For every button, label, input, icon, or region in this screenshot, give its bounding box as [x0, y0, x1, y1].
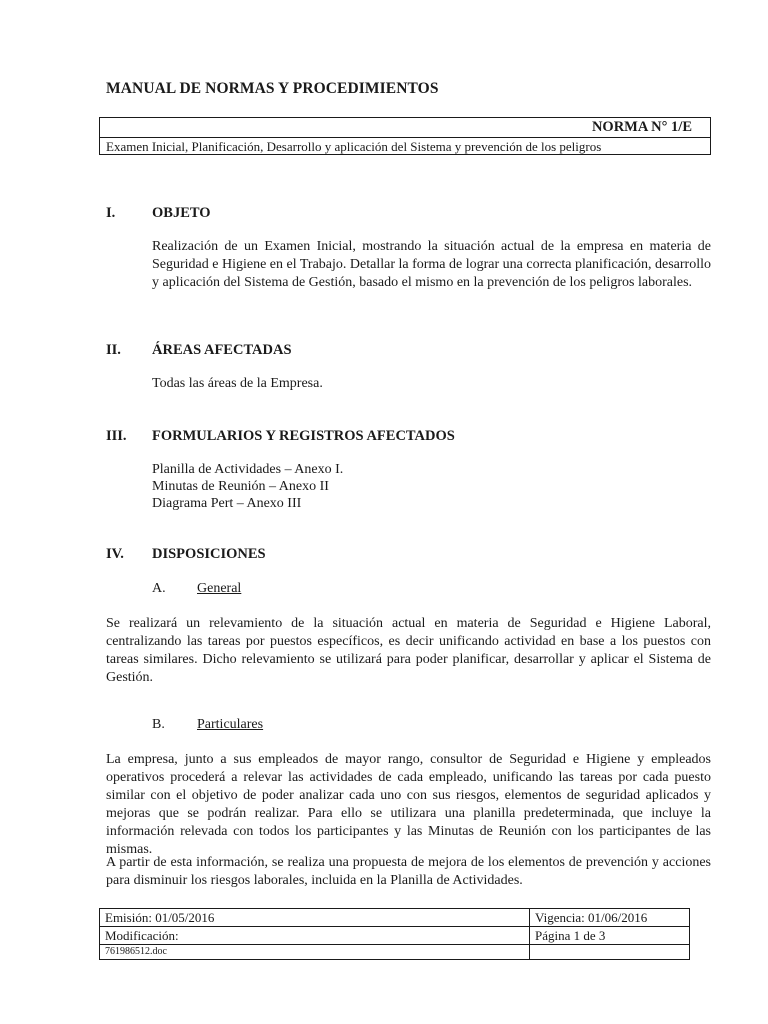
section-title-disposiciones: DISPOSICIONES — [152, 546, 266, 562]
subsection-body-general: Se realizará un relevamiento de la situación actual en materia de Seguridad e Higiene Laboral, centralizando las tareas por puestos específicos, es decir unificando actividad en base a los puestos con tareas similares. Dicho relevamiento se utilizará para poder planificar, desarrollar y aplicar el Sistema de Gestión. — [106, 616, 711, 685]
footer-table — [99, 908, 690, 960]
footer-empty-cell — [530, 945, 690, 960]
section-title-areas: ÁREAS AFECTADAS — [152, 342, 292, 358]
subsection-letter-general: A. — [152, 581, 166, 596]
list-item: Planilla de Actividades – Anexo I. — [152, 462, 344, 477]
section-number-formularios: III. — [106, 428, 127, 444]
norma-header-box — [99, 117, 711, 155]
document-title: MANUAL DE NORMAS Y PROCEDIMIENTOS — [106, 80, 439, 97]
norma-subject: Examen Inicial, Planificación, Desarrollo y aplicación del Sistema y prevención de los peligros — [106, 139, 602, 154]
section-number-areas: II. — [106, 342, 121, 358]
footer-pagina: Página 1 de 3 — [530, 927, 690, 945]
footer-emision: Emisión: 01/05/2016 — [100, 909, 530, 927]
section-body-objeto: Realización de un Examen Inicial, mostrando la situación actual de la empresa en materia de Seguridad e Higiene en el Trabajo. Detallar la forma de lograr una correcta planificación, desarrollo y aplicación del Sistema de Gestión, basado el mismo en la prevención de los peligros laborales. — [152, 239, 711, 290]
subsection-title-general: General — [197, 581, 242, 596]
subsection-body-particulares: La empresa, junto a sus empleados de mayor rango, consultor de Seguridad e Higiene y empleados operativos procederá a relevar las actividades de cada empleado, unificando las tareas por cada puesto similar con el objetivo de poder analizar cada uno con sus riesgos, elementos de seguridad aplicados y mejoras que se podrán realizar. Para ello se utilizara una planilla predeterminada, que incluye la información relevada con todos los participantes y las Minutas de Reunión con los participantes de las mismas. — [106, 752, 711, 857]
section-body-areas: Todas las áreas de la Empresa. — [152, 376, 323, 391]
footer-filename: 761986512.doc — [100, 945, 530, 960]
list-item: Diagrama Pert – Anexo III — [152, 496, 302, 511]
section-number-disposiciones: IV. — [106, 546, 124, 562]
section-title-formularios: FORMULARIOS Y REGISTROS AFECTADOS — [152, 428, 455, 444]
list-item: Minutas de Reunión – Anexo II — [152, 479, 329, 494]
footer-vigencia: Vigencia: 01/06/2016 — [530, 909, 690, 927]
section-number-objeto: I. — [106, 205, 116, 221]
subsection-title-particulares: Particulares — [197, 717, 264, 732]
footer-modificacion: Modificación: — [100, 927, 530, 945]
norma-number: NORMA N° 1/E — [100, 118, 710, 138]
section-title-objeto: OBJETO — [152, 205, 211, 221]
subsection-body-particulares-2: A partir de esta información, se realiza una propuesta de mejora de los elementos de prevención y acciones para disminuir los riesgos laborales, incluida en la Planilla de Actividades. — [106, 855, 711, 888]
subsection-letter-particulares: B. — [152, 717, 165, 732]
